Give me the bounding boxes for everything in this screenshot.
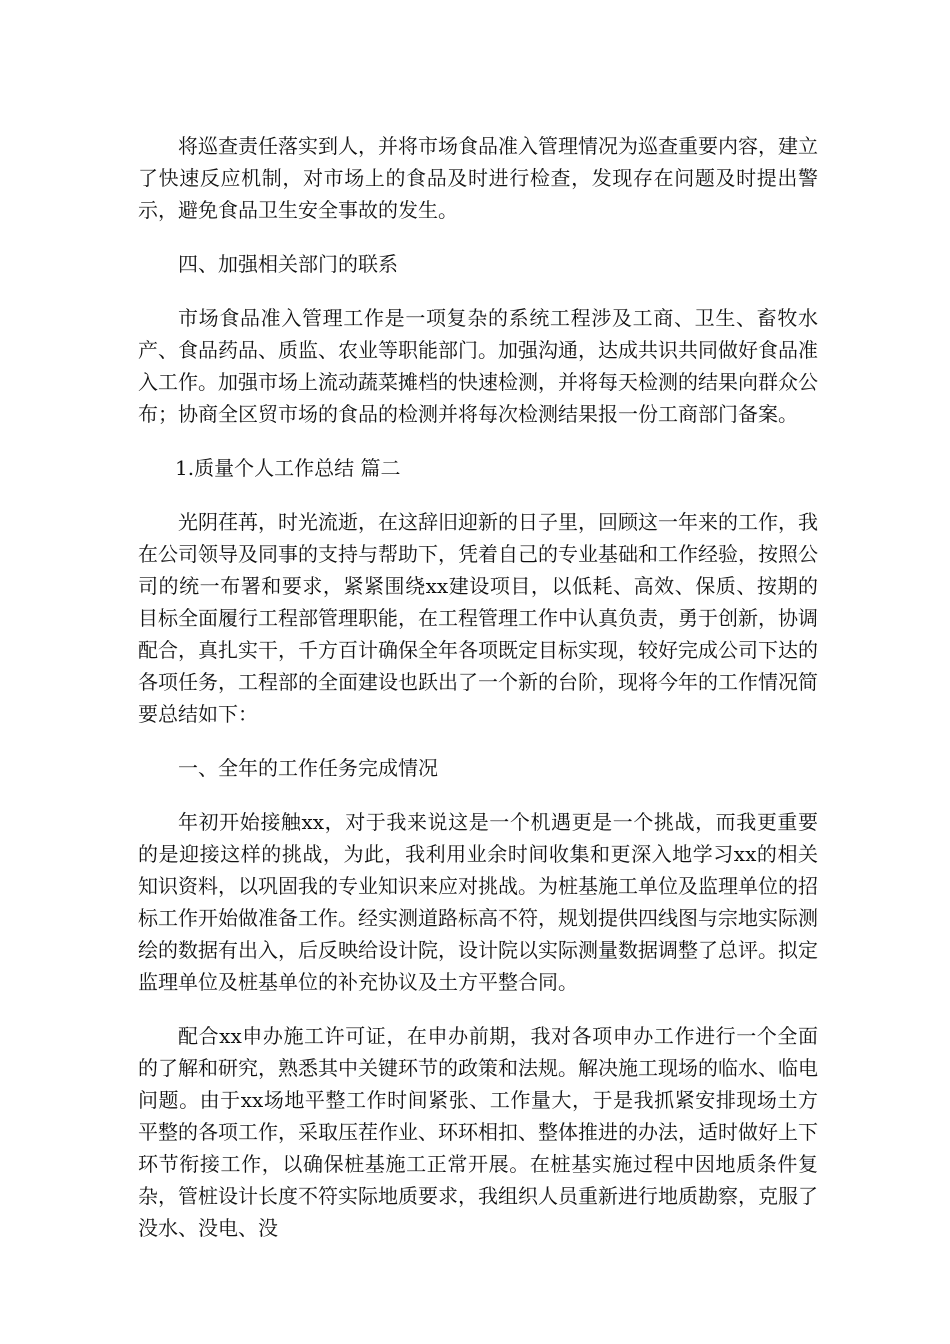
paragraph-permit: 配合xx申办施工许可证，在申办前期，我对各项申办工作进行一个全面的了解和研究，熟悉其中关键环节的政策和法规。解决施工现场的临水、临电问题。由于xx场地平整工作时间紧张、工作量大，于是我抓紧安排现场土方平整的各项工作，采取压茬作业、环环相扣、整体推进的办法，适时做好上下环节衔接工作，以确保桩基施工正常开展。在桩基实施过程中因地质条件复杂，管桩设计长度不符实际地质要求，我组织人员重新进行地质勘察，克服了没水、没电、没 bbox=[138, 1024, 818, 1240]
paragraph-inspection: 将巡查责任落实到人，并将市场食品准入管理情况为巡查重要内容，建立了快速反应机制，对市场上的食品及时进行检查，发现存在问题及时提出警示，避免食品卫生安全事故的发生。 bbox=[138, 134, 818, 222]
paragraph-departments: 市场食品准入管理工作是一项复杂的系统工程涉及工商、卫生、畜牧水产、食品药品、质监、农业等职能部门。加强沟通，达成共识共同做好食品准入工作。加强市场上流动蔬菜摊档的快速检测，并将每天检测的结果向群众公布；协商全区贸市场的食品的检测并将每次检测结果报一份工商部门备案。 bbox=[138, 306, 818, 426]
section-heading-1: 一、全年的工作任务完成情况 bbox=[178, 756, 438, 780]
document-page bbox=[138, 130, 818, 1266]
paragraph-early-year: 年初开始接触xx，对于我来说这是一个机遇更是一个挑战，而我更重要的是迎接这样的挑战，为此，我利用业余时间收集和更深入地学习xx的相关知识资料，以巩固我的专业知识来应对挑战。为桩基施工单位及监理单位的招标工作开始做准备工作。经实测道路标高不符，规划提供四线图与宗地实际测绘的数据有出入，后反映给设计院，设计院以实际测量数据调整了总评。拟定监理单位及桩基单位的补充协议及土方平整合同。 bbox=[138, 810, 818, 994]
section-heading-4: 四、加强相关部门的联系 bbox=[178, 252, 398, 276]
article-heading-2: 1.质量个人工作总结 篇二 bbox=[175, 456, 401, 480]
paragraph-review: 光阴荏苒，时光流逝，在这辞旧迎新的日子里，回顾这一年来的工作，我在公司领导及同事的支持与帮助下，凭着自己的专业基础和工作经验，按照公司的统一布署和要求，紧紧围绕xx建设项目，以低耗、高效、保质、按期的目标全面履行工程部管理职能，在工程管理工作中认真负责，勇于创新，协调配合，真扎实干，千方百计确保全年各项既定目标实现，较好完成公司下达的各项任务，工程部的全面建设也跃出了一个新的台阶，现将今年的工作情况简要总结如下： bbox=[138, 510, 818, 726]
